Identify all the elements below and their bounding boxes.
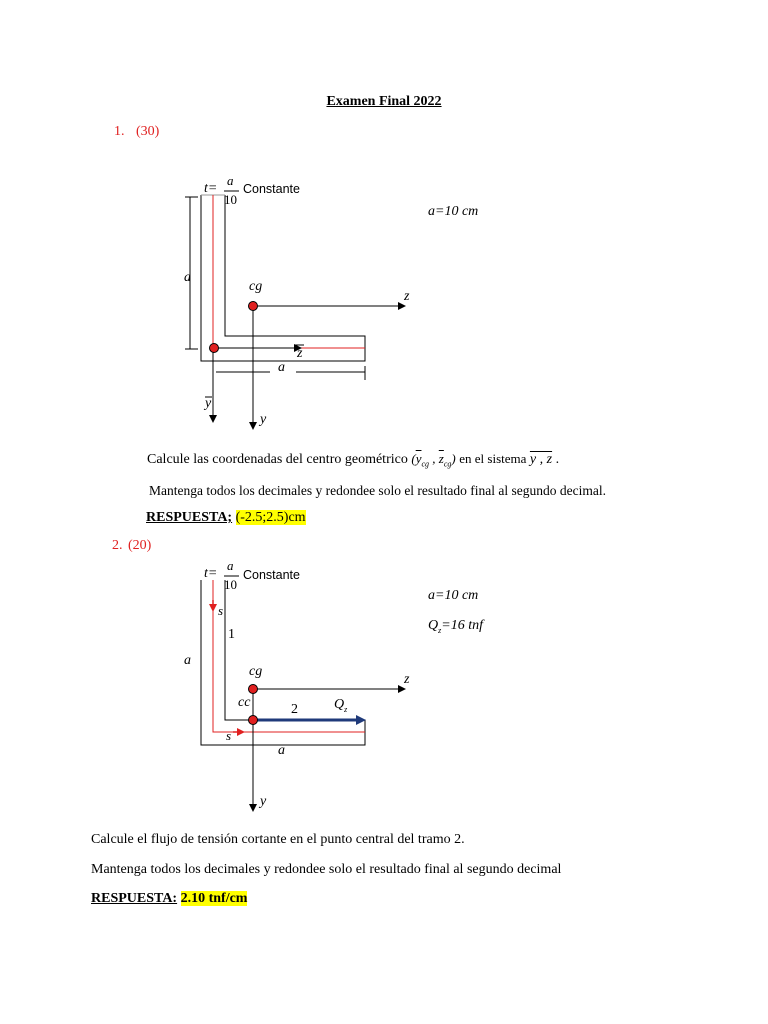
fig1-thickness-denominator: 10 xyxy=(224,192,237,207)
q2-prompt: Calcule el flujo de tensión cortante en el punto central del tramo 2. xyxy=(91,832,465,847)
q2-answer-value: 2.10 tnf/cm xyxy=(180,891,248,906)
fig1-given-a: a=10 cm xyxy=(428,204,479,219)
question-2-number: 2. xyxy=(112,538,123,553)
question-1-points: (30) xyxy=(136,124,160,139)
question-2-points: (20) xyxy=(128,538,152,553)
fig1-a-horizontal-label: a xyxy=(278,360,285,375)
fig1-y-label: y xyxy=(260,412,267,427)
q1-prompt-system: y , z xyxy=(529,452,553,467)
fig1-zbar-label: z xyxy=(297,346,303,361)
page-title: Examen Final 2022 xyxy=(326,94,442,109)
fig2-thickness-label: t= xyxy=(204,566,218,581)
q1-prompt-coords: ($\overline{y}_{cg}$ , $\overline{z}_{cg}$) xyxy=(411,451,456,469)
q1-answer xyxy=(146,510,306,526)
fig2-q-subscript: z xyxy=(344,704,348,714)
fig1-cg-label: cg xyxy=(249,279,263,294)
shear-center-point xyxy=(249,716,258,725)
fig2-given-q-subscript: z xyxy=(438,625,442,635)
fig2-s-top-label: s xyxy=(218,603,224,618)
figure-1-angle-section xyxy=(0,160,768,440)
fig2-s-bottom-label: s xyxy=(226,728,232,743)
q1-prompt-text: Calcule las coordenadas del centro geométrico xyxy=(147,452,408,467)
fig1-a-vertical-label: a xyxy=(184,270,191,285)
q1-prompt-end: . xyxy=(555,452,560,467)
figure-2-angle-section xyxy=(0,560,768,820)
fig2-cc-label: cc xyxy=(238,695,251,710)
fig2-given-a: a=10 cm xyxy=(428,588,479,603)
fig2-a-vertical-label: a xyxy=(184,653,191,668)
fig2-thickness-numerator: a xyxy=(227,558,234,573)
fig2-segment-1-label: 1 xyxy=(228,627,235,642)
q1-answer-value: (-2.5;2.5)cm xyxy=(235,510,306,525)
centroid-point xyxy=(249,302,258,311)
q1-instruction: Mantenga todos los decimales y redondee solo el resultado final al segundo decimal. xyxy=(149,483,606,498)
fig1-thickness-label: t= xyxy=(204,181,218,196)
fig1-z-label: z xyxy=(404,289,410,304)
fig2-y-label: y xyxy=(260,794,267,809)
fig2-q-label xyxy=(334,697,347,714)
q2-answer xyxy=(91,891,247,907)
origin-point xyxy=(210,344,219,353)
q1-answer-label: RESPUESTA; xyxy=(146,510,233,525)
fig2-constant-label: Constante xyxy=(243,568,300,582)
fig2-given-q-value: =16 tnf xyxy=(441,618,483,633)
centroid-point-2 xyxy=(249,685,258,694)
fig2-given-q-symbol: Q xyxy=(428,618,439,633)
q2-instruction: Mantenga todos los decimales y redondee solo el resultado final al segundo decimal xyxy=(91,862,562,877)
fig2-thickness-denominator: 10 xyxy=(224,577,237,592)
fig1-constant-label: Constante xyxy=(243,182,300,196)
fig2-cg-label: cg xyxy=(249,664,263,679)
fig2-segment-2-label: 2 xyxy=(291,702,298,717)
fig1-ybar-label: y xyxy=(205,396,212,411)
fig2-z-label: z xyxy=(404,672,410,687)
question-1-number: 1. xyxy=(114,124,125,139)
q1-prompt xyxy=(147,451,559,469)
fig2-given-q xyxy=(428,618,483,635)
q1-prompt-mid: en el sistema xyxy=(459,451,527,466)
fig2-a-horizontal-label: a xyxy=(278,743,285,758)
fig1-thickness-numerator: a xyxy=(227,173,234,188)
fig2-q-symbol: Q xyxy=(334,697,345,712)
q2-answer-label: RESPUESTA: xyxy=(91,891,178,906)
